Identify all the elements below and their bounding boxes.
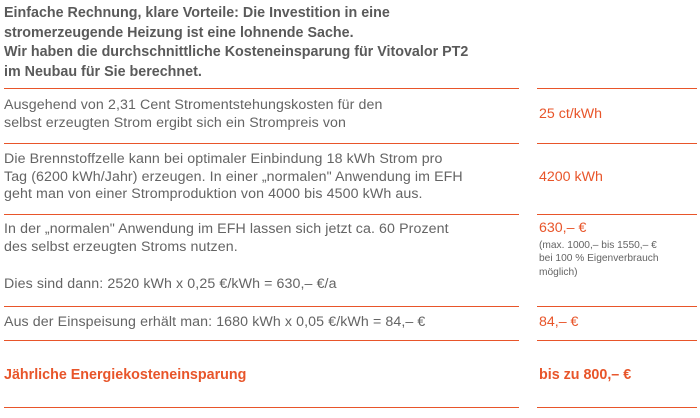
divider xyxy=(4,214,519,215)
row-1-value: 25 ct/kWh xyxy=(539,106,603,122)
divider xyxy=(537,143,697,144)
divider xyxy=(537,407,697,408)
heading-line: im Neubau für Sie berechnet. xyxy=(4,63,202,80)
divider xyxy=(4,88,519,89)
row-2-description xyxy=(4,151,519,204)
row-2-line: Tag (6200 kWh/Jahr) erzeugen. In einer „normalen" Anwendung im EFH xyxy=(4,168,463,185)
row-3-note-line: (max. 1000,– bis 1550,– € xyxy=(539,239,657,251)
divider xyxy=(537,306,697,307)
row-3-note-line: möglich) xyxy=(539,266,578,278)
row-3-value-block xyxy=(539,220,699,279)
total-label: Jährliche Energiekosteneinsparung xyxy=(4,367,247,383)
row-3-description xyxy=(4,221,519,256)
row-4-description xyxy=(4,314,519,332)
intro-heading xyxy=(4,4,624,82)
divider xyxy=(537,88,697,89)
row-3-note xyxy=(539,239,699,280)
heading-line: stromerzeugende Heizung ist eine lohnende Sache. xyxy=(4,24,354,41)
divider xyxy=(537,340,697,341)
row-3-note-line: bei 100 % Eigenverbrauch xyxy=(539,253,659,264)
row-1-line: selbst erzeugten Strom ergibt sich ein Strompreis von xyxy=(4,114,347,131)
row-2-value: 4200 kWh xyxy=(539,169,603,185)
heading-line: Einfache Rechnung, klare Vorteile: Die Investition in eine xyxy=(4,5,390,21)
divider xyxy=(4,306,519,307)
row-2-line: Die Brennstoffzelle kann bei optimaler Einbindung 18 kWh Strom pro xyxy=(4,151,443,167)
row-3-line: des selbst erzeugten Stroms nutzen. xyxy=(4,238,238,255)
row-1-line: Ausgehend von 2,31 Cent Stromentstehungskosten für den xyxy=(4,97,383,113)
divider xyxy=(537,214,697,215)
row-3-value: 630,– € xyxy=(539,220,587,236)
row-4-line: Aus der Einspeisung erhält man: 1680 kWh x 0,05 €/kWh = 84,– € xyxy=(4,314,426,330)
divider xyxy=(4,143,519,144)
total-value: bis zu 800,– € xyxy=(539,367,632,383)
row-3-calculation: Dies sind dann: 2520 kWh x 0,25 €/kWh = 630,– €/a xyxy=(4,276,337,292)
row-4-value: 84,– € xyxy=(539,314,579,330)
divider xyxy=(4,340,519,341)
heading-line: Wir haben die durchschnittliche Kosteneinsparung für Vitovalor PT2 xyxy=(4,44,469,60)
row-3-line: In der „normalen" Anwendung im EFH lassen sich jetzt ca. 60 Prozent xyxy=(4,221,449,237)
row-1-description xyxy=(4,97,519,132)
row-2-line: geht man von einer Stromproduktion von 4000 bis 4500 kWh aus. xyxy=(4,186,423,202)
divider xyxy=(4,407,519,408)
